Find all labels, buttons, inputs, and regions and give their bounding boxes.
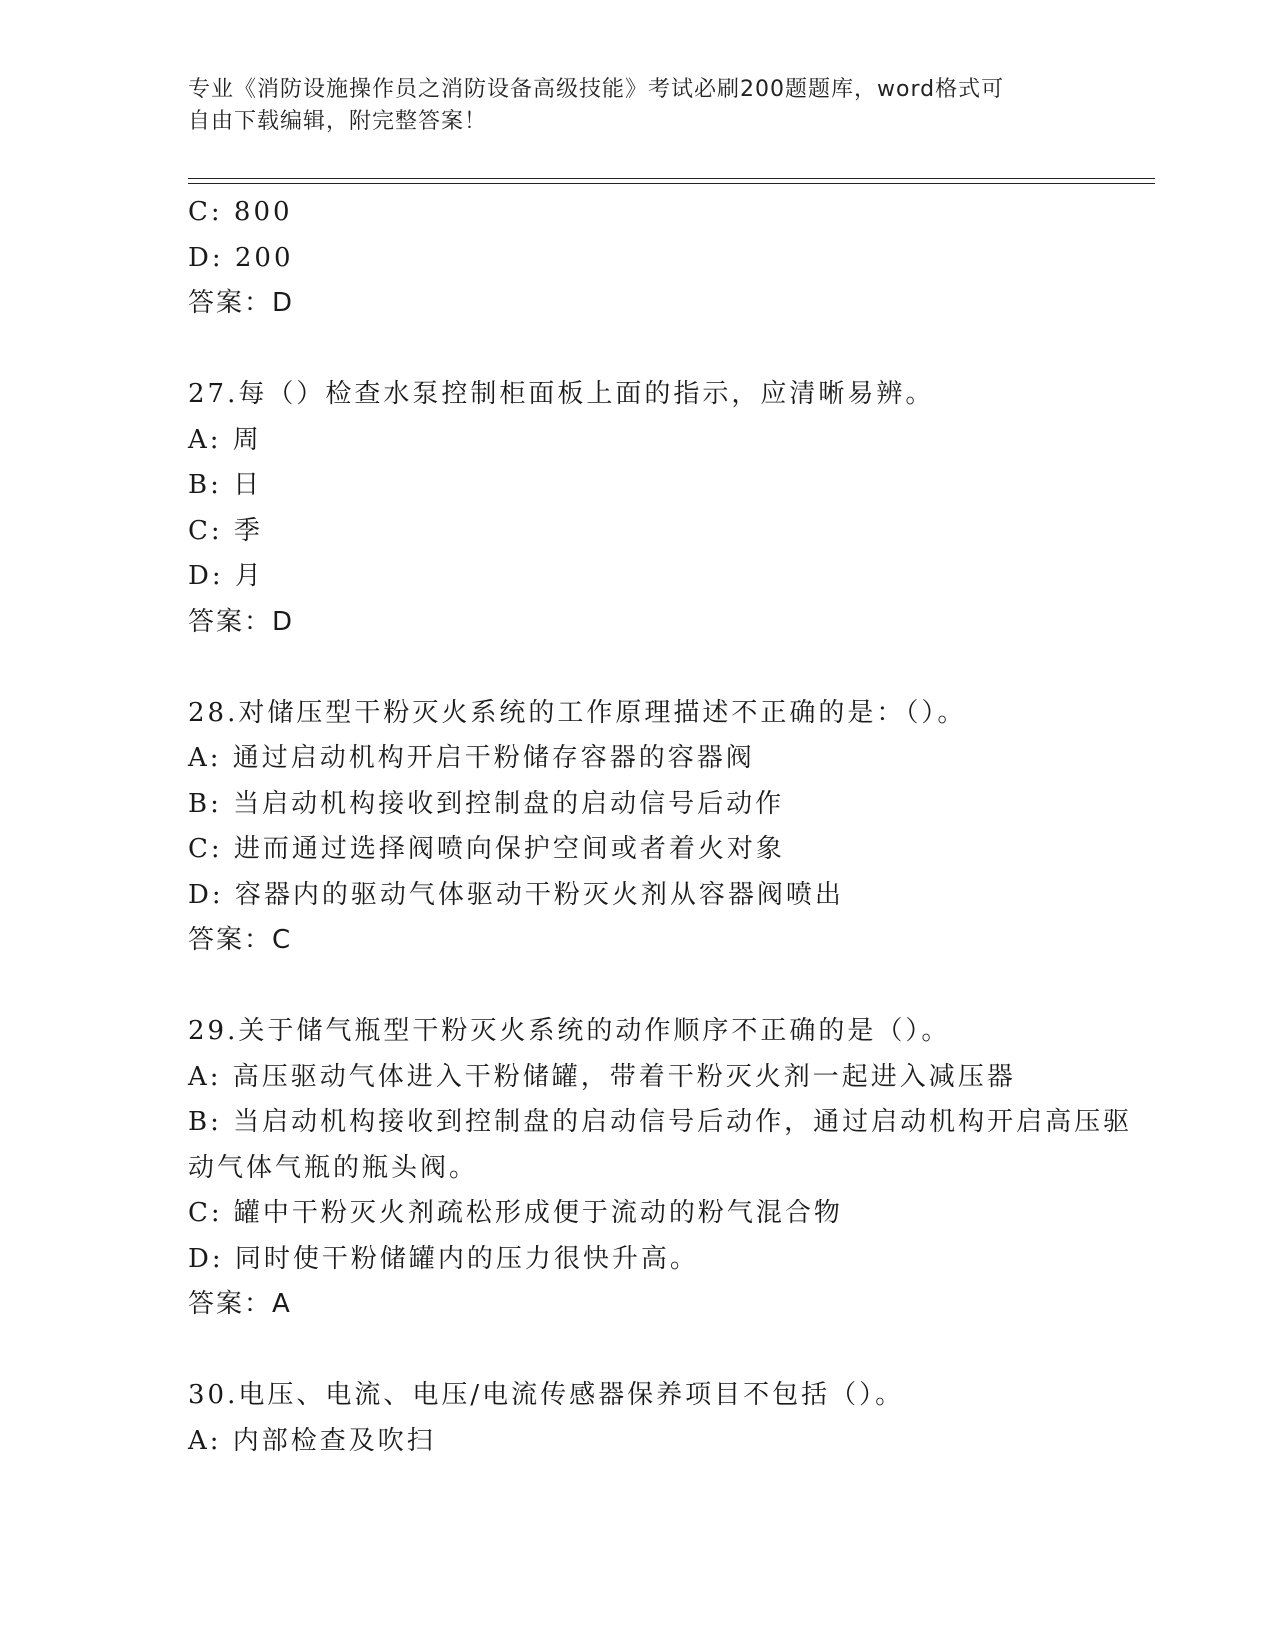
answer: 答案：C xyxy=(188,925,293,955)
header-line-2: 自由下载编辑，附完整答案！ xyxy=(188,109,488,134)
question-stem: 30.电压、电流、电压/电流传感器保养项目不包括（）。 xyxy=(188,1380,905,1410)
option-d: D: 同时使干粉储罐内的压力很快升高。 xyxy=(188,1243,699,1274)
document-header xyxy=(188,74,1088,138)
question-stem: 29.关于储气瓶型干粉灭火系统的动作顺序不正确的是（）。 xyxy=(188,1016,951,1046)
header-divider-top xyxy=(188,178,1155,179)
header-line-1: 专业《消防设施操作员之消防设备高级技能》考试必刷200题题库，word格式可 xyxy=(188,77,1005,102)
option-c: C: 进而通过选择阀喷向保护空间或者着火对象 xyxy=(188,834,785,864)
question-content xyxy=(188,190,1148,1464)
answer: 答案：D xyxy=(188,606,295,637)
header-divider-bottom xyxy=(188,183,1155,184)
option-d: D: 200 xyxy=(188,242,294,273)
option-b: B: 日 xyxy=(188,470,263,500)
question-28 xyxy=(188,691,1148,964)
question-stem: 27.每（）检查水泵控制柜面板上面的指示，应清晰易辨。 xyxy=(188,379,935,409)
option-b: B: 当启动机构接收到控制盘的启动信号后动作 xyxy=(188,788,785,819)
answer: 答案：A xyxy=(188,1289,292,1319)
option-c: C: 季 xyxy=(188,515,263,546)
option-b: B: 当启动机构接收到控制盘的启动信号后动作，通过启动机构开启高压驱动气体气瓶的瓶头阀。 xyxy=(188,1107,1133,1183)
option-a: A: 高压驱动气体进入干粉储罐，带着干粉灭火剂一起进入减压器 xyxy=(188,1061,1016,1092)
question-27 xyxy=(188,372,1148,645)
option-a: A: 内部检查及吹扫 xyxy=(188,1425,436,1456)
option-c: C: 800 xyxy=(188,197,293,227)
question-29 xyxy=(188,1009,1148,1328)
option-c: C: 罐中干粉灭火剂疏松形成便于流动的粉气混合物 xyxy=(188,1198,843,1228)
question-stem: 28.对储压型干粉灭火系统的工作原理描述不正确的是：（）。 xyxy=(188,697,967,728)
option-a: A: 通过启动机构开启干粉储存容器的容器阀 xyxy=(188,743,755,773)
answer: 答案：D xyxy=(188,288,295,318)
question-30 xyxy=(188,1373,1148,1464)
option-d: D: 容器内的驱动气体驱动干粉灭火剂从容器阀喷出 xyxy=(188,879,844,910)
option-a: A: 周 xyxy=(188,424,262,455)
option-d: D: 月 xyxy=(188,561,264,591)
